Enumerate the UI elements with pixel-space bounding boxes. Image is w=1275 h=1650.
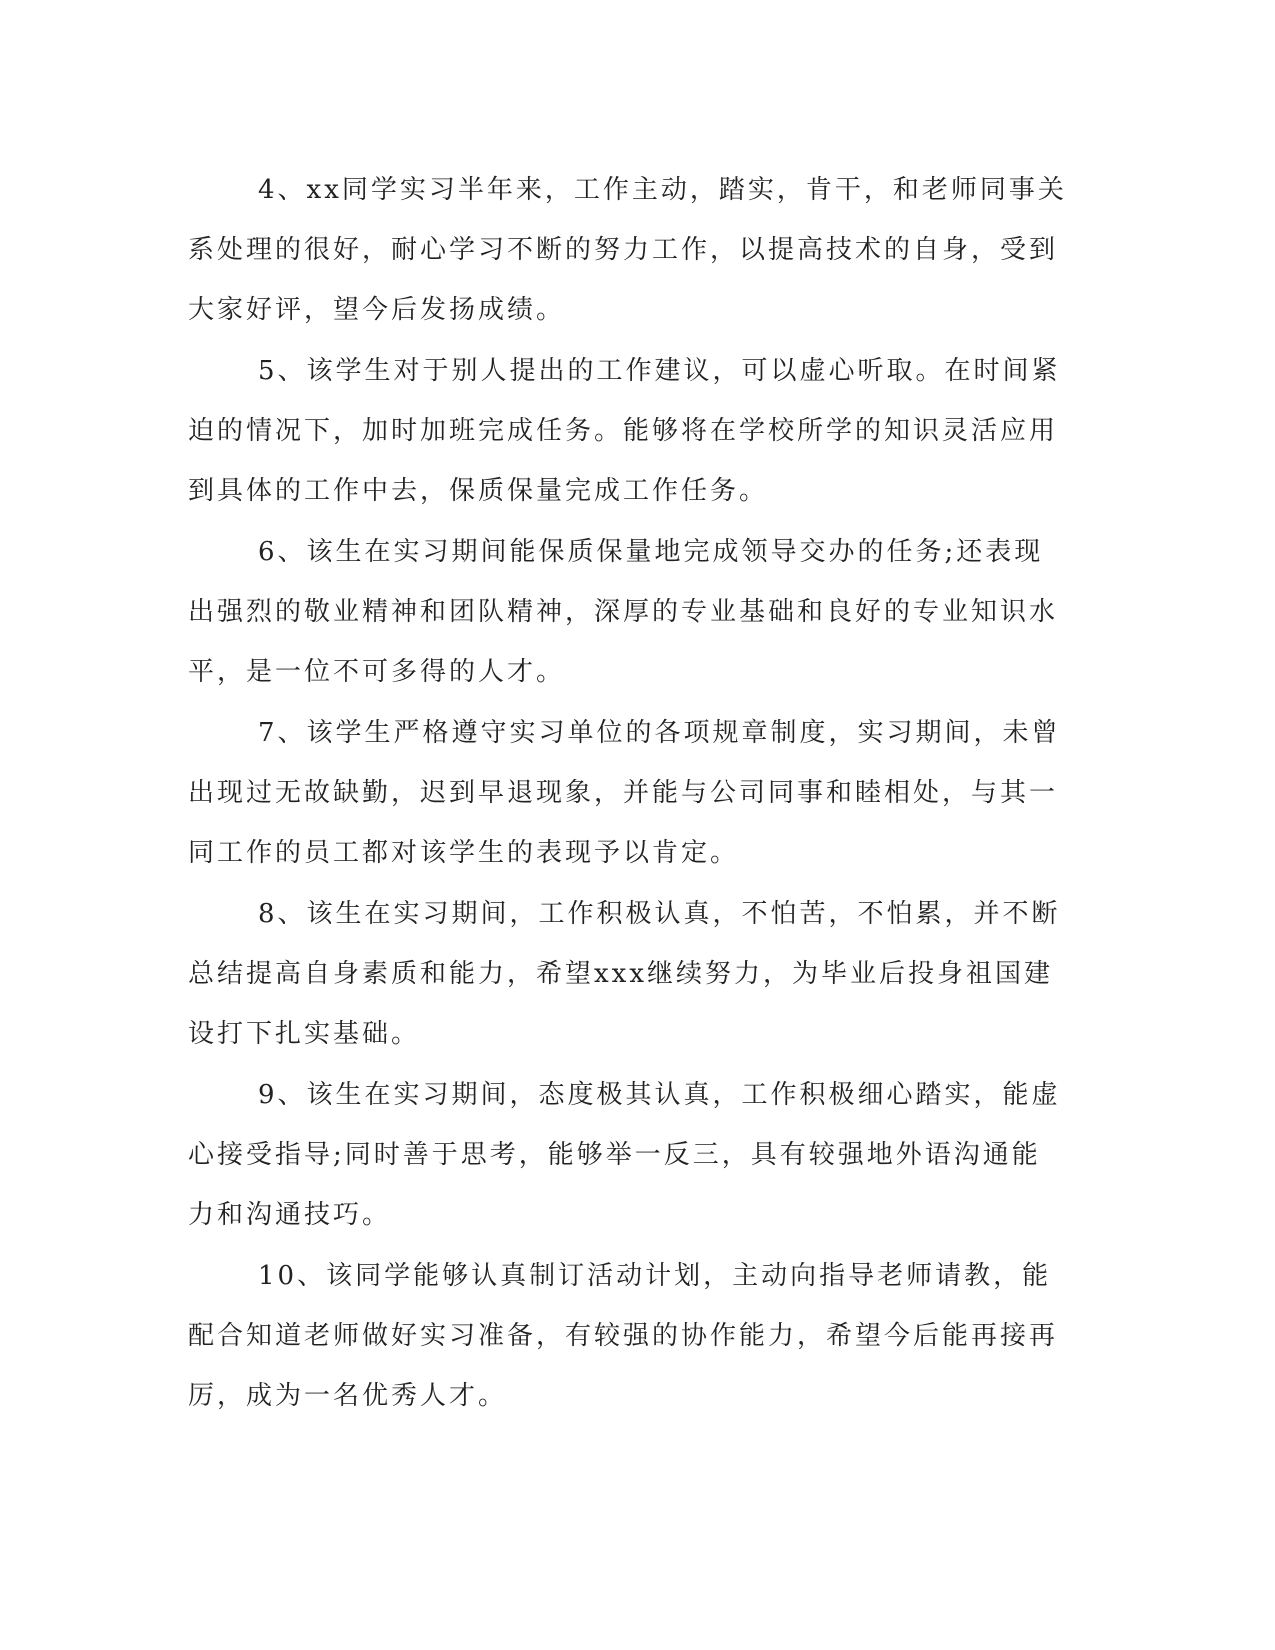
paragraph-9: 9、该生在实习期间，态度极其认真，工作积极细心踏实，能虚心接受指导;同时善于思考，能够举一反三，具有较强地外语沟通能力和沟通技巧。 (188, 1080, 1061, 1230)
paragraph-7: 7、该学生严格遵守实习单位的各项规章制度，实习期间，未曾出现过无故缺勤，迟到早退现象，并能与公司同事和睦相处，与其一同工作的员工都对该学生的表现予以肯定。 (188, 718, 1061, 868)
paragraph-4: 4、xx同学实习半年来，工作主动，踏实，肯干，和老师同事关系处理的很好，耐心学习不断的努力工作，以提高技术的自身，受到大家好评，望今后发扬成绩。 (188, 175, 1067, 325)
document-body (188, 160, 1068, 1427)
paragraph-8: 8、该生在实习期间，工作积极认真，不怕苦，不怕累，并不断总结提高自身素质和能力，希望xxx继续努力，为毕业后投身祖国建设打下扎实基础。 (188, 899, 1061, 1049)
paragraph-5: 5、该学生对于别人提出的工作建议，可以虚心听取。在时间紧迫的情况下，加时加班完成任务。能够将在学校所学的知识灵活应用到具体的工作中去，保质保量完成工作任务。 (188, 356, 1061, 506)
paragraph-6: 6、该生在实习期间能保质保量地完成领导交办的任务;还表现出强烈的敬业精神和团队精神，深厚的专业基础和良好的专业知识水平，是一位不可多得的人才。 (188, 537, 1059, 687)
paragraph-10: 10、该同学能够认真制订活动计划，主动向指导老师请教，能配合知道老师做好实习准备，有较强的协作能力，希望今后能再接再厉，成为一名优秀人才。 (188, 1261, 1059, 1411)
